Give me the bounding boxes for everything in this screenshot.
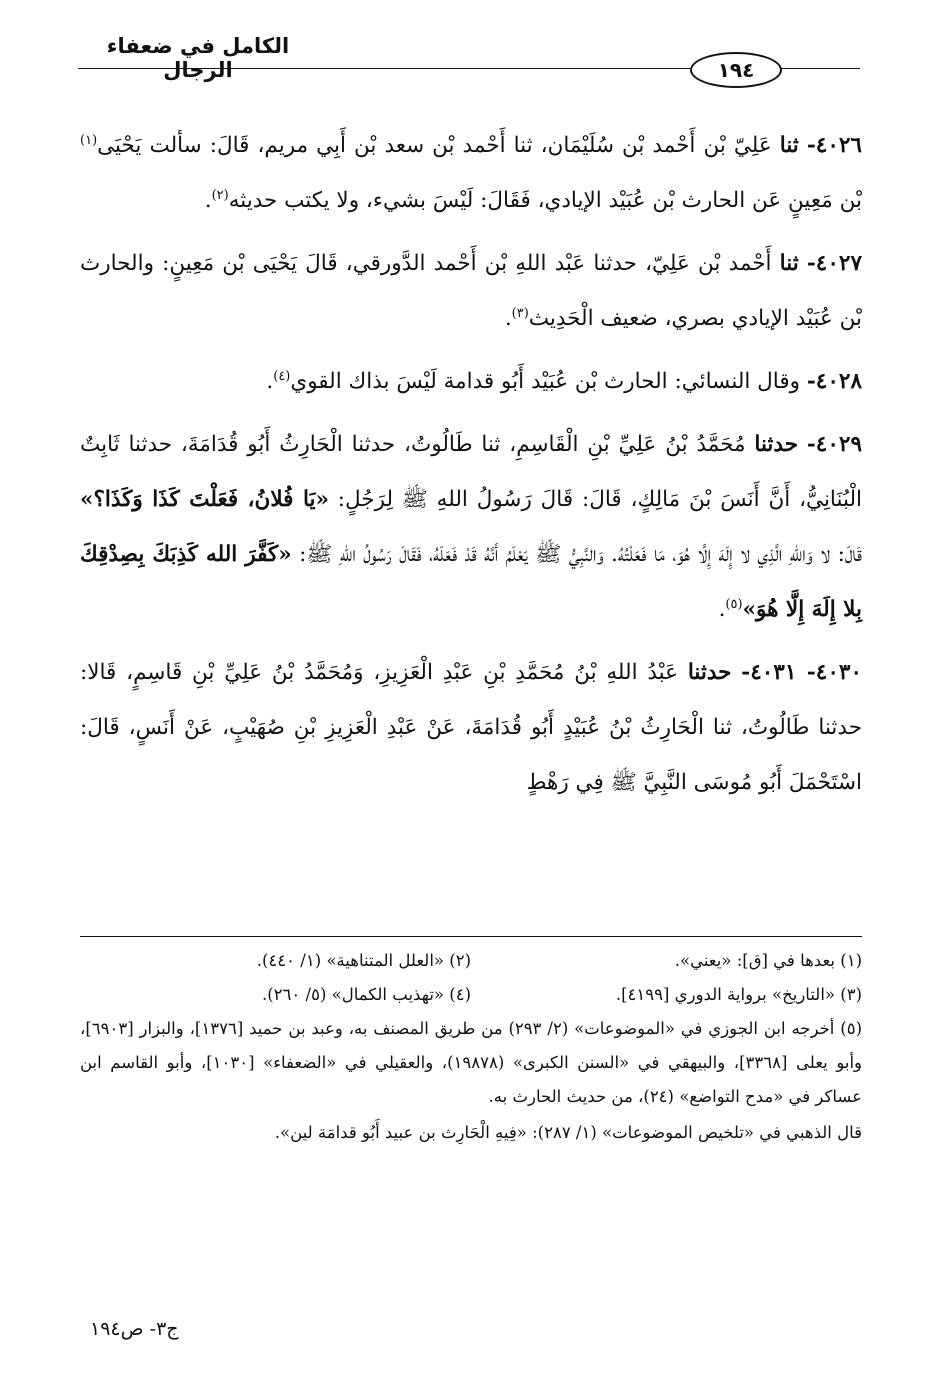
footnote-marker[interactable]: (٣) [511, 305, 529, 321]
entry-end: . [204, 188, 212, 213]
narration-keyword: ثنا [779, 133, 799, 158]
entry-number: ٤٠٢٩- [806, 432, 862, 457]
entry-number: ٤٠٢٧- [806, 251, 862, 276]
header-rule [78, 68, 690, 69]
header-rule-right [780, 68, 860, 69]
narration-keyword: ثنا [779, 251, 799, 276]
entry-end: . [718, 597, 726, 622]
footnote-5: (٥) أخرجه ابن الجوزي في «الموضوعات» (٢/ ٢٩٣) من طريق المصنف به، وعبد بن حميد [١٣٧٦]، والبزار [٦٩٠٣]، وأبو يعلى [٣٣٦٨]، والبيهقي في «السنن الكبرى» (١٩٨٧٨)، والعقيلي في «الضعفاء» [١٠٣٠]، وأبو القاسم ابن عساكر في «مدح التواضع» (٢٤)، من حديث الحارث به. [80, 1019, 862, 1106]
hadith-entry-4027 [80, 236, 862, 346]
entry-text: بْن مَعِينٍ عَن الحارث بْن عُبَيْد الإيادي، فَقَالَ: لَيْسَ بشيء، ولا يكتب حديثه [228, 188, 862, 213]
main-text [80, 118, 862, 818]
page-number-badge [690, 52, 782, 88]
book-title: الكامل في ضعفاء الرجال [106, 34, 290, 82]
prophetic-quote: «يَا فُلانُ، فَعَلْتَ كَذَا وَكَذَا؟» [80, 487, 329, 512]
entry-end: . [504, 306, 512, 331]
footnote-4: (٤) «تهذيب الكمال» (٥/ ٢٦٠). [261, 985, 471, 1004]
entry-number: ٤٠٢٦- [806, 133, 862, 158]
entry-text: عَبْدُ اللهِ بْنُ مُحَمَّدِ بْنِ عَبْدِ الْعَزِيزِ، وَمُحَمَّدُ بْنُ عَلِيِّ بْنِ قَاسِمٍ، قَالا: حدثنا طَالُوتُ، ثنا الْحَارِثُ بْنُ عُبَيْدٍ أَبُو قُدَامَةَ، عَنْ عَبْدِ الْعَزِيزِ بْنِ صُهَيْبٍ، عَنْ أَنَسٍ، قَالَ: اسْتَحْمَلَ أَبُو مُوسَى النَّبِيَّ ﷺ فِي رَهْطٍ [80, 660, 862, 795]
entry-end: . [266, 369, 274, 394]
footnote-3: (٣) «التاريخ» برواية الدوري [٤١٩٩]. [615, 985, 862, 1004]
narration-keyword: حدثنا [687, 660, 732, 685]
entry-number: ٤٠٢٨- [806, 369, 862, 394]
volume-page-reference: ج٣- ص١٩٤ [90, 1318, 179, 1340]
footnote-5-continuation: قال الذهبي في «تلخيص الموضوعات» (١/ ٢٨٧): «فِيهِ الْحَارِث بن عبيد أَبُو قدامَة لين». [274, 1123, 862, 1142]
page-number: ١٩٤ [717, 58, 755, 82]
entry-text: أَحْمد بْن عَلِيّ، حدثنا عَبْد اللهِ بْن أَحْمد الدَّورقي، قَالَ يَحْيَى بْن مَعِينٍ: والحارث بْن عُبَيْد الإيادي بصري، ضعيف الْحَدِيث [80, 251, 862, 331]
footnote-marker[interactable]: (٢) [211, 187, 229, 203]
footnote-1: (١) بعدها في [ق]: «يعني». [674, 951, 862, 970]
prophetic-quote: «كَفَّرَ الله كَذِبَكَ بِصِدْقِكَ بِلا إِلَهَ إِلَّا هُوَ» [80, 542, 862, 622]
entry-text: قَالَ: لا وَاللهِ الَّذِي لا إِلَهَ إِلَّا هُوَ، مَا فَعَلْتُهُ. وَالنَّبِيُّ ﷺ يَعْلَمُ أَنَّهُ قَدْ فَعَلَهُ، فَقَالَ رَسُولُ اللهِ ﷺ: [299, 542, 862, 567]
footnote-row [80, 978, 862, 1012]
entry-text: مُحَمَّدُ بْنُ عَلِيِّ بْنِ الْقَاسِمِ، ثنا طَالُوتُ، حدثنا الْحَارِثُ أَبُو قُدَامَةَ، حدثنا ثَابِتٌ الْبُنَانِيُّ، أَنَّ أَنَسَ بْنَ مَالِكٍ، قَالَ: قَالَ رَسُولُ اللهِ ﷺ لِرَجُلٍ: [80, 432, 862, 512]
hadith-entry-4030 [80, 645, 862, 810]
entry-number: ٤٠٣٠- ٤٠٣١- [741, 660, 862, 685]
footnote-marker[interactable]: (١) [80, 132, 98, 148]
footnotes [80, 944, 862, 1150]
entry-text: عَلِيّ بْن أَحْمد بْن سُلَيْمَان، ثنا أَحْمد بْن سعد بْن أَبِي مريم، قَالَ: سألت يَحْيَى [97, 133, 772, 158]
entry-text: وقال النسائي: الحارث بْن عُبَيْد أَبُو قدامة لَيْسَ بذاك القوي [290, 369, 801, 394]
footnote-marker[interactable]: (٤) [273, 368, 291, 384]
footnote-row [80, 944, 862, 978]
footnote-marker[interactable]: (٥) [725, 596, 743, 612]
hadith-entry-4028 [80, 354, 862, 409]
hadith-entry-4029 [80, 417, 862, 637]
narration-keyword: حدثنا [754, 432, 798, 457]
footnote-2: (٢) «العلل المتناهية» (١/ ٤٤٠). [256, 951, 471, 970]
footnote-separator [80, 936, 862, 937]
hadith-entry-4026 [80, 118, 862, 228]
